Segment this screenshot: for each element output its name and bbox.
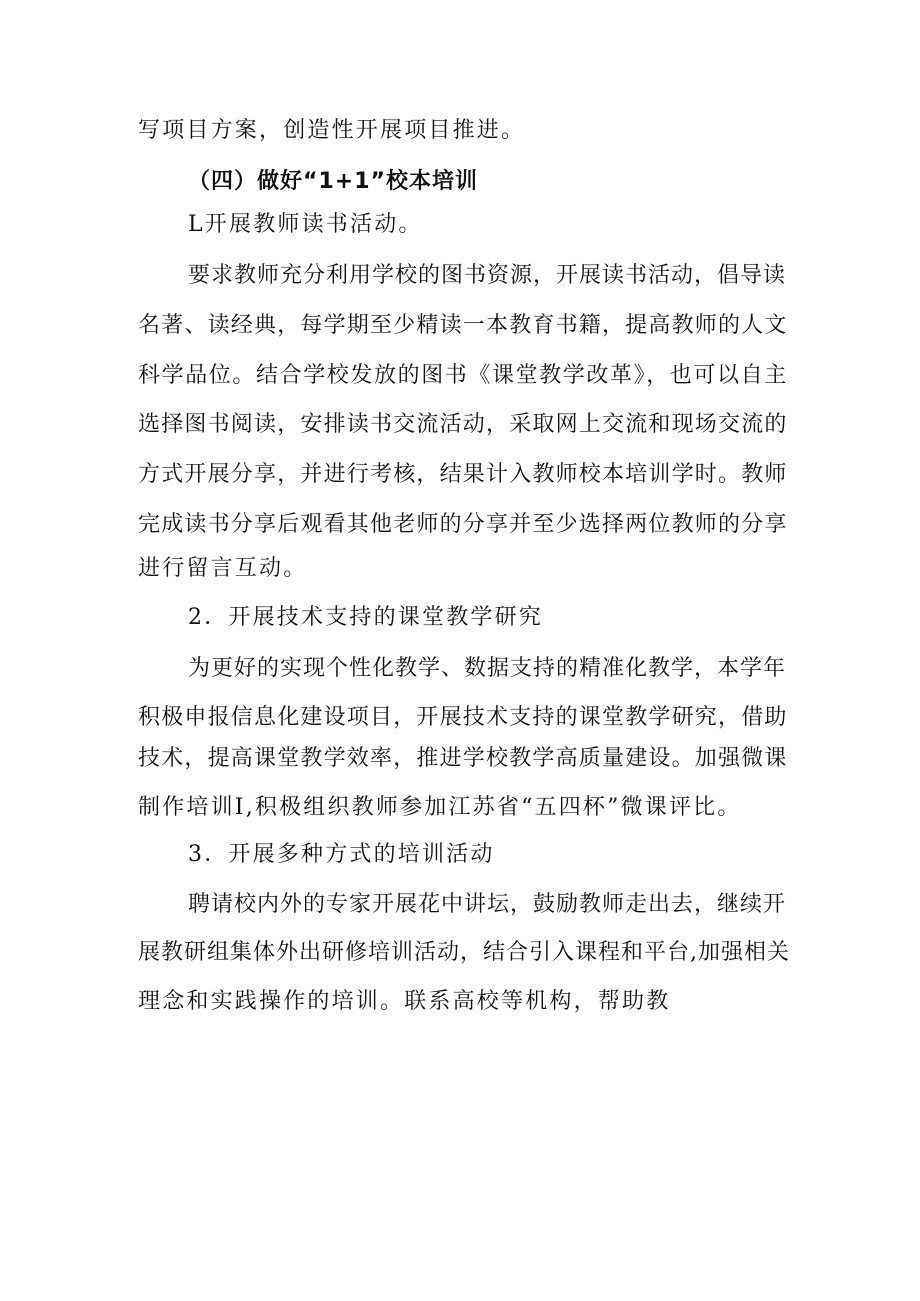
list-item-heading: 3．开展多种方式的培训活动 xyxy=(188,842,495,867)
list-item-heading: 2．开展技术支持的课堂教学研究 xyxy=(188,605,543,630)
paragraph-line: 技术，提高课堂教学效率，推进学校教学高质量建设。加强微课 xyxy=(138,746,788,771)
section-heading: （四）做好“1+1”校本培训 xyxy=(188,169,478,194)
paragraph-line: 进行留言互动。 xyxy=(138,556,308,581)
paragraph-line: 方式开展分享，并进行考核，结果计入教师校本培训学时。教师 xyxy=(138,462,788,487)
paragraph-line: 制作培训I,积极组织教师参加江苏省“五四杯”微课评比。 xyxy=(138,795,742,820)
paragraph-line: 积极申报信息化建设项目，开展技术支持的课堂教学研究，借助 xyxy=(138,705,788,730)
paragraph-line: 名著、读经典，每学期至少精读一本教育书籍，提高教师的人文 xyxy=(138,313,788,338)
paragraph-line: 理念和实践操作的培训。联系高校等机构，帮助教 xyxy=(138,989,671,1014)
paragraph-line: 写项目方案，创造性开展项目推进。 xyxy=(138,118,526,143)
paragraph-line: 为更好的实现个性化教学、数据支持的精准化教学，本学年 xyxy=(188,656,787,681)
paragraph-line: 聘请校内外的专家开展花中讲坛，鼓励教师走出去，继续开 xyxy=(188,892,787,917)
list-item-heading: L开展教师读书活动。 xyxy=(188,212,423,237)
paragraph-line: 要求教师充分利用学校的图书资源，开展读书活动，倡导读 xyxy=(188,263,787,288)
paragraph-line: 科学品位。结合学校发放的图书《课堂教学改革》，也可以自主 xyxy=(138,363,788,388)
paragraph-line: 展教研组集体外出研修培训活动，结合引入课程和平台,加强相关 xyxy=(138,940,790,965)
paragraph-line: 选择图书阅读，安排读书交流活动，采取网上交流和现场交流的 xyxy=(138,412,788,437)
paragraph-line: 完成读书分享后观看其他老师的分享并至少选择两位教师的分享 xyxy=(138,512,788,537)
